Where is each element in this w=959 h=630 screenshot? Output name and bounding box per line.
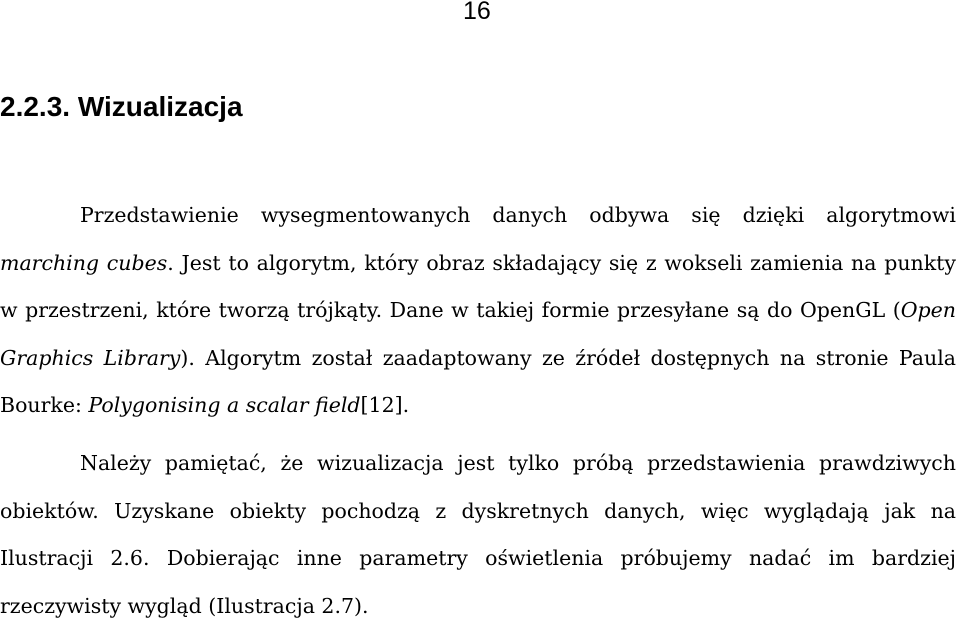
paragraph1-text-b: . Jest to algorytm, który obraz składający się z wokseli zamienia na punkty w przestrzeni, które tworzą trójkąty. Dane w takiej formie przesyłane są do OpenGL ( <box>0 250 956 322</box>
paragraph-visualization-note: Należy pamiętać, że wizualizacja jest tylko próbą przedstawienia prawdziwych obiektów. Uzyskane obiekty pochodzą z dyskretnych danych, więc wyglądają jak na Ilustracji 2.6. Dobierając inne parametry oświetlenia próbujemy nadać im bardziej rzeczywisty wygląd (Ilustracja 2.7). <box>0 451 956 618</box>
paragraph-marching-cubes <box>0 192 956 430</box>
paragraph1-italic-source-title: Polygonising a scalar field <box>88 393 361 417</box>
page-number: 16 <box>463 0 491 25</box>
section-heading: 2.2.3. Wizualizacja <box>0 91 243 122</box>
paragraph1-text-d: [12]. <box>360 393 410 417</box>
paragraph1-text-c: ). Algorytm został zaadaptowany ze źródeł dostępnych na stronie Paula Bourke: <box>0 345 956 417</box>
paragraph1-text-a: Przedstawienie wysegmentowanych danych odbywa się dzięki algorytmowi <box>80 203 956 227</box>
paragraph1-italic-opengl: Open Graphics Library <box>0 298 956 370</box>
paragraph1-italic-marching-cubes: marching cubes <box>0 250 168 275</box>
